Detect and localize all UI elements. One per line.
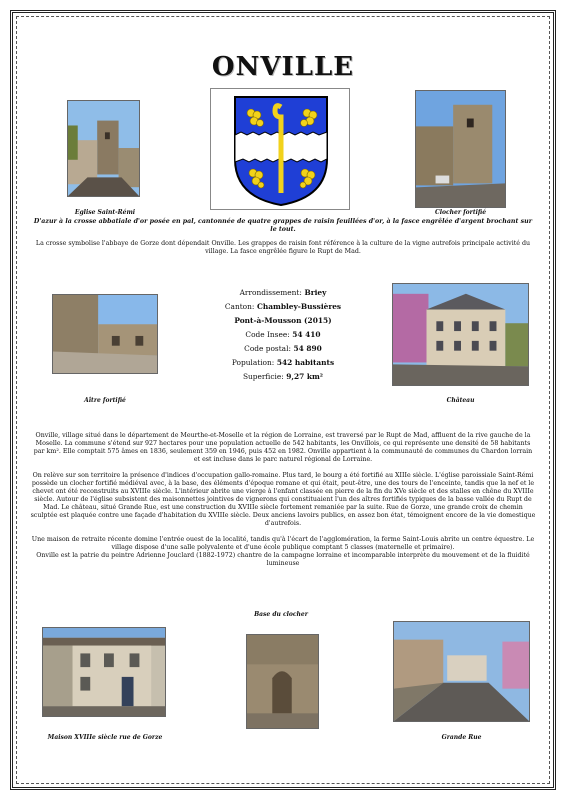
coat-of-arms [210, 88, 350, 210]
caption-base-clocher: Base du clocher [254, 611, 308, 618]
blazon-note: La crosse symbolise l'abbaye de Gorze dont dépendait Onville. Les grappes de raisin font référence à la culture de la vigne autrefois principale activité du village. La fasce engrêlée figure le Rupt de Mad. [35, 240, 531, 255]
caption-clocher: Clocher fortifié [434, 209, 487, 216]
photo-base-clocher [246, 634, 319, 729]
paragraph-painter: Onville est la patrie du peintre Adrienne Jouclard (1882-1972) chantre de la campagne lorraine et incomparable interprète du mouvement et de la fluidité lumineuse [36, 552, 530, 567]
info-superficie: Superficie: 9,27 km² [242, 372, 324, 381]
paragraph-history: On relève sur son territoire la présence d'indices d'occupation gallo-romaine. Plus tard, le bourg a été fortifié au XIIIe siècle. L'église paroissiale Saint-Rémi possède un clocher fortifié médiéval avec, à la base, des éléments d'époque romane et qui était, peut-être, une des tours de l'enceinte, tandis que la nef et le chevet ont été reconstruits au XVIIIe siècle. L'intérieur abrite une vierge à l'enfant classée en pierre de la fin du XVe siècle et des stalles en chêne du XVIIIe siècle. Autour de l'église subsistent des maisonnettes jointives de vignerons qui constituaient l'un des aîtres fortifiés typiques de la basse vallée du Rupt de Mad. Le château, situé Grande Rue, est une construction du XVIIIe siècle fortement remaniée par la suite. Rue de Gorze, une grande croix de chemin sculptée est plaquée contre une façade d'habitation du XVIIIe siècle. Deux anciens lavoirs publics, en assez bon état, témoignent encore de la vie domestique d'autrefois. [30, 472, 536, 527]
info-population: Population: 542 habitants [231, 358, 335, 367]
page-title: ONVILLE [211, 52, 355, 82]
info-canton-2015: Pont-à-Mousson (2015) [234, 316, 332, 325]
info-canton: Canton: Chambley-Bussières [224, 302, 342, 311]
caption-maison: Maison XVIIIe siècle rue de Gorze [47, 734, 163, 741]
info-postal: Code postal: 54 890 [244, 344, 322, 353]
caption-chateau: Château [446, 397, 475, 404]
photo-grande-rue [393, 621, 530, 722]
photo-clocher [415, 90, 506, 208]
info-insee: Code Insee: 54 410 [245, 330, 321, 339]
commune-info [205, 286, 361, 384]
photo-chateau [392, 283, 529, 386]
photo-eglise [67, 100, 140, 197]
photo-aitre [52, 294, 158, 374]
caption-eglise: Eglise Saint-Rémi [74, 209, 136, 216]
info-arrondissement: Arrondissement: Briey [239, 288, 327, 297]
caption-aitre: Aître fortifié [84, 397, 126, 404]
paragraph-equipment: Une maison de retraite récente domine l'entrée ouest de la localité, tandis qu'à l'écart de l'agglomération, la ferme Saint-Louis abrite un centre équestre. Le village dispose d'une salle polyvalente et d'une école publique comptant 5 classes (maternelle et primaire). [31, 536, 535, 551]
blazon-text: D'azur à la crosse abbatiale d'or posée en pal, cantonnée de quatre grappes de raisin feuillées d'or, à la fasce engrêlée d'argent brochant sur le tout. [33, 218, 533, 233]
paragraph-intro: Onville, village situé dans le département de Meurthe-et-Moselle et la région de Lorraine, est traversé par le Rupt de Mad, affluent de la rive gauche de la Moselle. La commune s'étend sur 927 hectares pour une population actuelle de 542 habitants, les Onvillois, ce qui représente une densité de 58 habitants par km². Elle comptait 575 âmes en 1836, seulement 359 en 1946, puis 452 en 1982. Onville appartient à la communauté de communes du Chardon lorrain et est incluse dans le parc naturel régional de Lorraine. [33, 432, 533, 463]
photo-maison [42, 627, 166, 717]
caption-grande-rue: Grande Rue [441, 734, 482, 741]
